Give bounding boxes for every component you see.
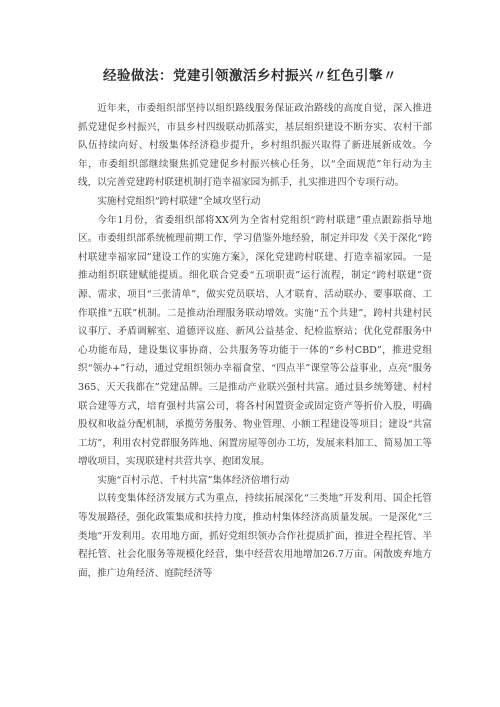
- cross-village-paragraph: 今年1月份，省委组织部将XX列为全省村党组织“跨村联建”重点跟踪指导地区。市委组织部系统梳理前期工作，学习借鉴外地经验，制定并印发《关于深化“跨村联建幸福家园”建设工作的实施方案》，深化党建跨村联建、打造幸福家园。一是推动组织联建赋能提质。细化联合党委“五项职责”运行流程，制定“跨村联建”资源、需求、项目“三张清单”，做实党员联培、人才联育、活动联办、要事联商、工作联推“五联”机制。二是推动治理服务联动增效。实施“五个共建”，跨村共建村民议事厅、矛盾调解室、道德评议庭、新风公益基金、纪检监察站；优化党群服务中心功能布局，建设集议事协商、公共服务等功能于一体的“乡村CBD”，推进党组织“领办+”行动，通过党组织领办幸福食堂、“四点半”课堂等公益事业，点亮“服务365、天天我都在”党建品牌。三是推动产业联兴强村共富。通过县乡统筹建、村村联合建等方式，培育强村共富公司，将各村闲置资金或固定资产等折价入股，明确股权和收益分配机制，承揽劳务服务、物业管理、小额工程建设等项目；建设“共富工坊”，利用农村党群服务阵地、闲置房屋等创办工坊，发展来料加工、简易加工等增收项目，实现联建村共营共享、抱团发展。: [78, 214, 432, 468]
- document-title: 经验做法：党建引领激活乡村振兴〃红色引擎〃: [103, 68, 397, 84]
- section-heading-cross-village: 实施村党组织“跨村联建”全域攻坚行动: [97, 195, 261, 207]
- section-heading-collective-economy: 实施“百村示范、千村共富”集体经济倍增行动: [97, 474, 290, 486]
- collective-economy-paragraph: 以转变集体经济发展方式为重点，持续拓展深化“三类地”开发利用、国企托管等发展路径，强化政策集成和扶持力度，推动村集体经济高质量发展。一是深化“三类地”开发利用。农用地方面，抓好党组织领办合作社提质扩面，推进全程托管、半程托管、社会化服务等规模化经营，集中经营农用地增加26.7万亩。闲散废弃地方面，推广边角经济、庭院经济等: [78, 493, 432, 579]
- document-body: [78, 100, 432, 583]
- intro-paragraph: 近年来，市委组织部坚持以组织路线服务保证政治路线的高度自觉，深入推进抓党建促乡村振兴，市县乡村四级联动抓落实，基层组织建设不断夯实、农村干部队伍持续向好、村级集体经济稳步提升，乡村组织振兴取得了新进展新成效。今年，市委组织部继续聚焦抓党建促乡村振兴核心任务，以“全面规范”年行动为主线，以完善党建跨村联建机制打造幸福家园为抓手，扎实推进四个专项行动。: [78, 103, 432, 189]
